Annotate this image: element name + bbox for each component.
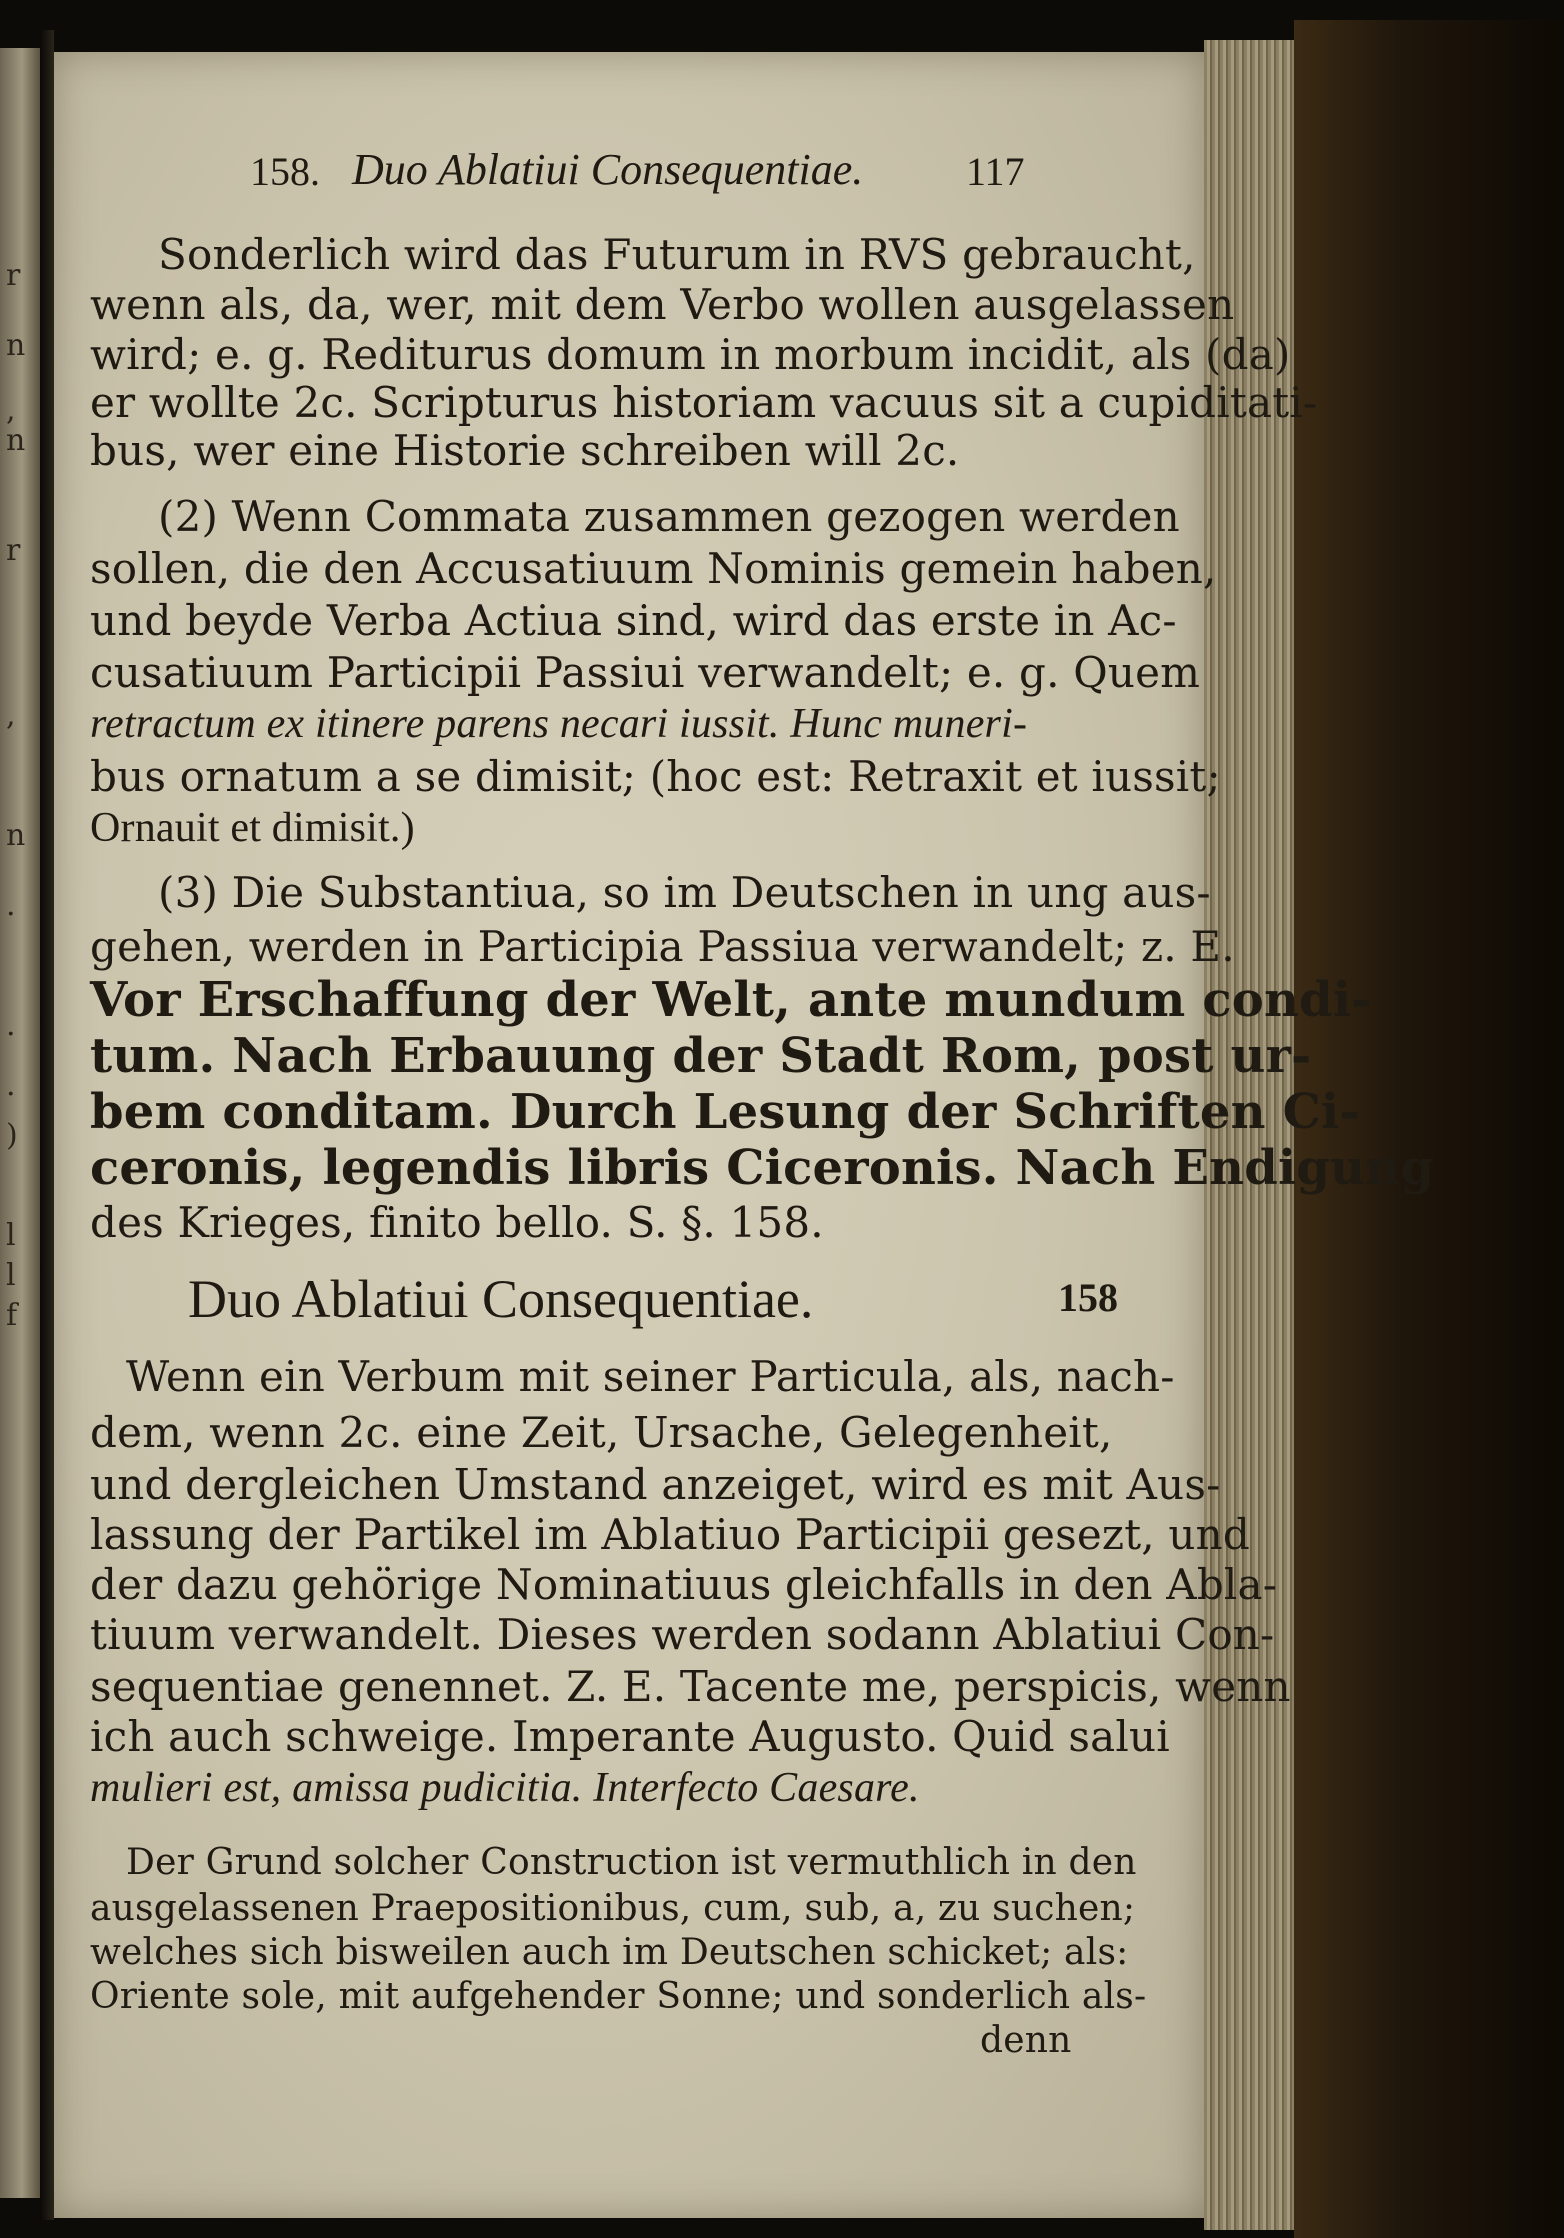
text-line: Sonderlich wird das Futurum in RVS gebraucht, (158, 230, 1196, 279)
book-gutter (40, 30, 54, 2220)
prev-mark: . (6, 1068, 16, 1103)
text-line: sollen, die den Accusatiuum Nominis gemein haben, (90, 544, 1217, 593)
text-line: mulieri est, amissa pudicitia. Interfecto Caesare. (90, 1765, 920, 1811)
text-line: tum. Nach Erbauung der Stadt Rom, post ur- (90, 1028, 1312, 1084)
text-line: tiuum verwandelt. Dieses werden sodann Ablatiui Con- (90, 1610, 1275, 1659)
prev-mark: n (6, 818, 26, 853)
text-line: wird; e. g. Rediturus domum in morbum incidit, als (da) (90, 330, 1291, 379)
text-line: (2) Wenn Commata zusammen gezogen werden (158, 492, 1180, 541)
prev-mark: n (6, 423, 26, 458)
prev-mark: , (6, 698, 16, 733)
text-line: welches sich bisweilen auch im Deutschen schicket; als: (90, 1932, 1129, 1973)
prev-mark: , (6, 393, 16, 428)
text-line: Wenn ein Verbum mit seiner Particula, als, nach- (126, 1352, 1175, 1401)
text-line: dem, wenn 2c. eine Zeit, Ursache, Gelegenheit, (90, 1408, 1113, 1457)
text-line: sequentiae genennet. Z. E. Tacente me, perspicis, wenn (90, 1662, 1291, 1711)
section-heading: Duo Ablatiui Consequentiae. (188, 1269, 814, 1329)
text-line: bus, wer eine Historie schreiben will 2c. (90, 426, 960, 475)
section-number: 158 (1058, 1275, 1118, 1320)
text-line: cusatiuum Participii Passiui verwandelt; e. g. Quem (90, 648, 1201, 697)
catchword: denn (980, 2020, 1072, 2061)
text-line: retractum ex itinere parens necari iussit. Hunc muneri- (90, 701, 1028, 747)
text-line: wenn als, da, wer, mit dem Verbo wollen ausgelassen (90, 280, 1235, 329)
previous-page-edge (0, 48, 40, 2198)
text-line: lassung der Partikel im Ablatiuo Participii gesezt, und (90, 1510, 1250, 1559)
previous-page-letters (2, 48, 36, 2198)
text-line: ausgelassenen Praepositionibus, cum, sub, a, zu suchen; (90, 1888, 1136, 1929)
prev-mark: l (6, 1258, 16, 1293)
text-line: der dazu gehörige Nominatiuus gleichfalls in den Abla- (90, 1560, 1278, 1609)
text-line: ceronis, legendis libris Ciceronis. Nach Endigung (90, 1140, 1435, 1196)
text-line: ich auch schweige. Imperante Augusto. Quid salui (90, 1712, 1170, 1761)
prev-mark: . (6, 1008, 16, 1043)
prev-mark: r (6, 533, 21, 568)
text-line: Vor Erschaffung der Welt, ante mundum condi- (90, 972, 1372, 1028)
text-line: er wollte 2c. Scripturus historiam vacuus sit a cupiditati- (90, 378, 1318, 427)
text-line: Der Grund solcher Construction ist vermuthlich in den (126, 1842, 1137, 1883)
prev-mark: n (6, 328, 26, 363)
prev-mark: l (6, 1218, 16, 1253)
prev-mark: f (6, 1298, 18, 1333)
text-line: und dergleichen Umstand anzeiget, wird es mit Aus- (90, 1460, 1221, 1509)
prev-mark: r (6, 258, 21, 293)
text-line: Ornauit et dimisit.) (90, 805, 415, 851)
text-line: bus ornatum a se dimisit; (hoc est: Retraxit et iussit; (90, 752, 1221, 801)
page-number: 117 (966, 149, 1025, 194)
text-line: Oriente sole, mit aufgehender Sonne; und sonderlich als- (90, 1976, 1147, 2017)
text-line: bem conditam. Durch Lesung der Schriften Ci- (90, 1084, 1360, 1140)
header-section-number: 158. (250, 149, 320, 194)
text-line: (3) Die Substantiua, so im Deutschen in ung aus- (158, 868, 1211, 917)
text-line: gehen, werden in Participia Passiua verwandelt; z. E. (90, 922, 1235, 971)
book-page (54, 52, 1435, 2218)
header-title: Duo Ablatiui Consequentiae. (352, 145, 864, 194)
text-line: und beyde Verba Actiua sind, wird das erste in Ac- (90, 596, 1177, 645)
prev-mark: . (6, 888, 16, 923)
prev-mark: ) (6, 1118, 18, 1153)
text-line: des Krieges, finito bello. S. §. 158. (90, 1198, 824, 1247)
